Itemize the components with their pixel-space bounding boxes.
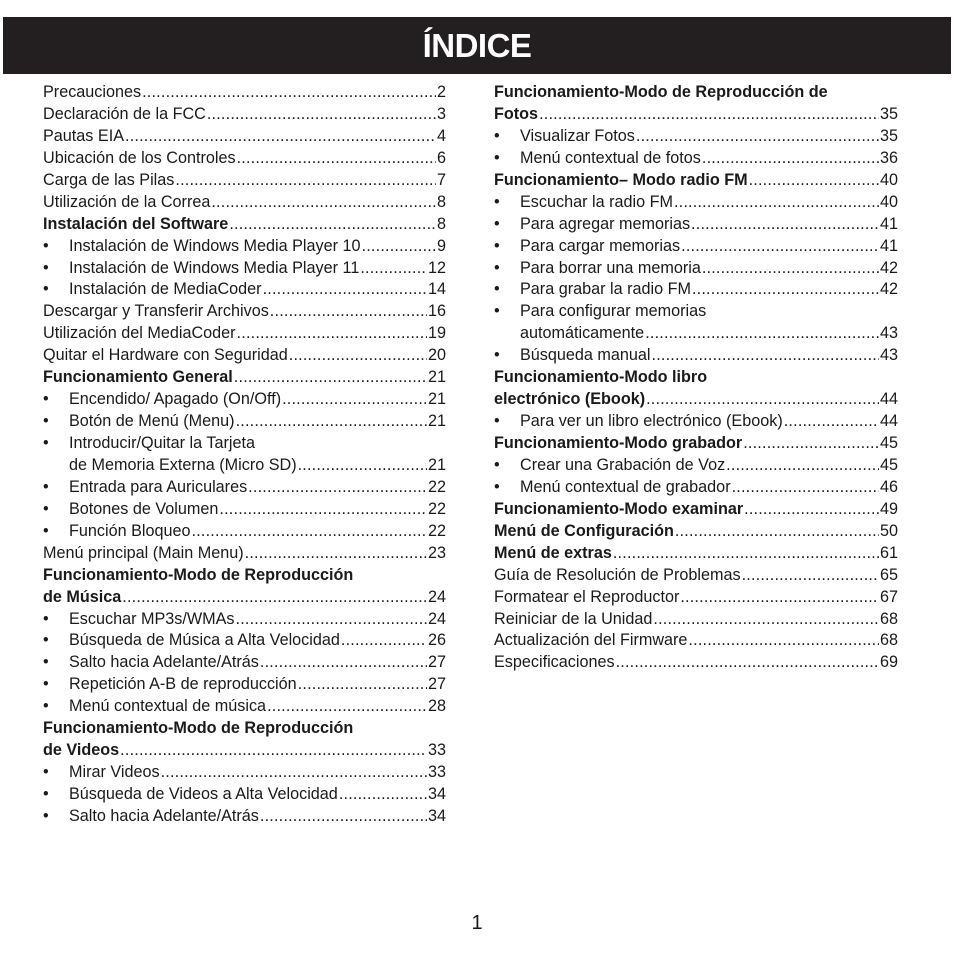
dot-leader [691, 214, 879, 236]
title-bar [3, 17, 951, 74]
bullet-icon: • [494, 477, 500, 496]
toc-entry-label: Búsqueda manual [520, 346, 651, 365]
toc-entry-label: Mirar Videos [69, 763, 160, 782]
toc-entry-page: 68 [879, 609, 898, 628]
bullet-icon: • [494, 346, 500, 365]
toc-entry [494, 499, 898, 521]
bullet-icon: • [494, 412, 500, 431]
page-number: 1 [471, 912, 483, 934]
toc-entry [43, 521, 446, 543]
dot-leader [646, 389, 879, 411]
toc-entry [494, 609, 898, 631]
toc-entry-page: 6 [436, 148, 446, 167]
toc-entry-page: 27 [427, 653, 446, 672]
bullet-icon: • [494, 302, 500, 321]
toc-entry-page: 27 [427, 675, 446, 694]
toc-entry [494, 455, 898, 477]
toc-entry [43, 477, 446, 499]
toc-entry [494, 148, 898, 170]
toc-entry-label: Funcionamiento-Modo libro [494, 368, 708, 387]
dot-leader [270, 301, 427, 323]
dot-leader [749, 170, 879, 192]
toc-entry-label: Pautas EIA [43, 126, 124, 145]
dot-leader [688, 630, 879, 652]
toc-entry-label: Ubicación de los Controles [43, 148, 236, 167]
toc-entry-label: Búsqueda de Videos a Alta Velocidad [69, 785, 338, 803]
dot-leader [248, 477, 427, 499]
toc-entry [43, 236, 446, 258]
toc-entry-label: Introducir/Quitar la Tarjeta [69, 434, 255, 452]
dot-leader [613, 543, 879, 565]
toc-entry-page: 26 [427, 631, 446, 650]
toc-entry-page: 50 [879, 521, 898, 540]
toc-entry-page: 36 [879, 148, 898, 167]
toc-entry [43, 806, 446, 828]
toc-entry-label: Menú contextual de fotos [520, 148, 701, 167]
toc-entry-label: electrónico (Ebook) [494, 390, 646, 409]
toc-entry [43, 389, 446, 411]
toc-entry-page: 14 [427, 280, 446, 299]
toc-entry [494, 521, 898, 543]
toc-entry [43, 104, 446, 126]
toc-entry-label: Menú contextual de música [69, 697, 267, 716]
toc-entry-label: Formatear el Reproductor [494, 587, 680, 606]
bullet-icon: • [43, 697, 49, 716]
bullet-icon: • [43, 785, 49, 803]
toc-entry-label: Menú contextual de grabador [520, 477, 731, 496]
toc-entry-label: Para agregar memorias [520, 214, 691, 233]
dot-leader [702, 148, 879, 170]
toc-entry-page: 19 [427, 324, 446, 343]
toc-entry-label: Función Bloqueo [69, 521, 191, 540]
toc-entry-page: 68 [879, 631, 898, 650]
toc-entry-page: 16 [427, 302, 446, 321]
toc-entry [43, 630, 446, 652]
dot-leader [219, 499, 427, 521]
toc-entry-label: Escuchar MP3s/WMAs [69, 609, 235, 628]
dot-leader [298, 674, 427, 696]
toc-entry [43, 126, 446, 148]
dot-leader [260, 652, 427, 674]
toc-entry-label: Salto hacia Adelante/Atrás [69, 653, 259, 672]
toc-entry-page: 21 [427, 455, 446, 474]
toc-entry-label: Menú principal (Main Menu) [43, 543, 244, 562]
toc-left-column [43, 82, 446, 828]
toc-entry-page: 43 [879, 346, 898, 365]
toc-entry [494, 279, 898, 301]
toc-entry [43, 587, 446, 609]
toc-entry-page: 7 [436, 170, 446, 189]
dot-leader [726, 455, 879, 477]
toc-entry-label: Declaración de la FCC [43, 104, 206, 123]
toc-entry [43, 652, 446, 674]
toc-entry [43, 696, 446, 718]
toc-entry-label: Funcionamiento– Modo radio FM [494, 170, 748, 189]
dot-leader [207, 104, 436, 126]
toc-entry-label: Funcionamiento-Modo de Reproducción [43, 565, 354, 584]
dot-leader [675, 521, 879, 543]
toc-entry [43, 718, 446, 740]
bullet-icon: • [43, 499, 49, 518]
toc-entry-page: 21 [427, 390, 446, 409]
toc-entry-label: Búsqueda de Música a Alta Velocidad [69, 631, 340, 650]
dot-leader [125, 126, 436, 148]
toc-entry-label: Botón de Menú (Menu) [69, 412, 235, 431]
bullet-icon: • [43, 806, 49, 825]
toc-entry-label: Escuchar la radio FM [520, 192, 673, 211]
toc-entry-page: 9 [436, 236, 446, 255]
dot-leader [653, 609, 879, 631]
bullet-icon: • [494, 126, 500, 145]
toc-entry [43, 367, 446, 389]
dot-leader [680, 587, 879, 609]
toc-entry-label: Salto hacia Adelante/Atrás [69, 806, 259, 825]
toc-entry-page: 22 [427, 521, 446, 540]
toc-entry-page: 21 [427, 368, 446, 387]
dot-leader [192, 521, 427, 543]
bullet-icon: • [43, 258, 49, 277]
toc-entry-label: Fotos [494, 104, 539, 123]
bullet-icon: • [494, 455, 500, 474]
toc-entry-page: 2 [436, 83, 446, 101]
dot-leader [298, 455, 427, 477]
dot-leader [339, 784, 427, 806]
bullet-icon: • [494, 148, 500, 167]
toc-entry-page: 33 [427, 741, 446, 760]
toc-entry [494, 214, 898, 236]
toc-entry-page: 40 [879, 192, 898, 211]
toc-entry-label: Para borrar una memoria [520, 258, 701, 277]
bullet-icon: • [43, 653, 49, 672]
toc-entry-label: de Memoria Externa (Micro SD) [69, 455, 297, 474]
bullet-icon: • [43, 412, 49, 431]
bullet-icon: • [494, 280, 500, 299]
toc-entry-label: Para configurar memorias [520, 302, 707, 321]
toc-entry-page: 67 [879, 587, 898, 606]
toc-entry [43, 433, 446, 455]
toc-entry-label: Precauciones [43, 83, 142, 101]
toc-entry-page: 41 [879, 236, 898, 255]
toc-entry-label: Funcionamiento General [43, 368, 233, 387]
toc-entry-label: Crear una Grabación de Voz [520, 455, 726, 474]
bullet-icon: • [43, 280, 49, 299]
dot-leader [236, 609, 427, 631]
bullet-icon: • [494, 192, 500, 211]
toc-entry [494, 367, 898, 389]
dot-leader [744, 499, 879, 521]
toc-entry [494, 236, 898, 258]
toc-entry-page: 42 [879, 280, 898, 299]
toc-entry-page: 41 [879, 214, 898, 233]
toc-entry [43, 82, 446, 104]
toc-entry [43, 170, 446, 192]
toc-entry-page: 12 [427, 258, 446, 277]
bullet-icon: • [494, 236, 500, 255]
toc-right-column [494, 82, 898, 674]
toc-entry-label: automáticamente [520, 324, 645, 343]
toc-entry-page: 65 [879, 565, 898, 584]
toc-entry-page: 21 [427, 412, 446, 431]
toc-entry-label: Quitar el Hardware con Seguridad [43, 346, 288, 365]
toc-entry [494, 587, 898, 609]
toc-entry-label: de Videos [43, 741, 120, 760]
toc-entry-label: Menú de Configuración [494, 521, 674, 540]
toc-entry-page: 24 [427, 587, 446, 606]
toc-entry-label: Especificaciones [494, 653, 615, 672]
dot-leader [289, 345, 427, 367]
dot-leader [702, 258, 879, 280]
dot-leader [122, 587, 427, 609]
toc-entry-label: Instalación de MediaCoder [69, 280, 262, 299]
toc-entry-page: 4 [436, 126, 446, 145]
toc-entry-page: 20 [427, 346, 446, 365]
toc-entry [494, 411, 898, 433]
toc-entry-label: Utilización de la Correa [43, 192, 211, 211]
dot-leader [616, 652, 879, 674]
toc-entry-page: 28 [427, 697, 446, 716]
dot-leader [234, 367, 427, 389]
toc-entry-label: de Música [43, 587, 122, 606]
toc-entry-label: Descargar y Transferir Archivos [43, 302, 269, 321]
toc-entry [43, 345, 446, 367]
bullet-icon: • [43, 236, 49, 255]
toc-entry [43, 455, 446, 477]
toc-entry-page: 33 [427, 763, 446, 782]
toc-entry-page: 23 [427, 543, 446, 562]
bullet-icon: • [494, 258, 500, 277]
toc-entry-page: 8 [436, 192, 446, 211]
toc-entry [43, 148, 446, 170]
toc-entry [494, 104, 898, 126]
toc-entry-page: 69 [879, 653, 898, 672]
toc-entry-page: 61 [879, 543, 898, 562]
toc-entry [43, 784, 446, 806]
toc-entry [43, 279, 446, 301]
toc-entry [43, 499, 446, 521]
toc-entry-label: Instalación de Windows Media Player 10 [69, 236, 361, 255]
toc-entry [43, 301, 446, 323]
dot-leader [161, 762, 427, 784]
toc-entry-label: Encendido/ Apagado (On/Off) [69, 390, 282, 409]
toc-entry [494, 565, 898, 587]
dot-leader [742, 565, 879, 587]
toc-entry [494, 126, 898, 148]
toc-entry [494, 345, 898, 367]
toc-entry [494, 630, 898, 652]
dot-leader [636, 126, 879, 148]
dot-leader [539, 104, 879, 126]
toc-entry [43, 411, 446, 433]
toc-entry [43, 740, 446, 762]
dot-leader [645, 323, 879, 345]
dot-leader [784, 411, 879, 433]
toc-entry-label: Para ver un libro electrónico (Ebook) [520, 412, 783, 431]
bullet-icon: • [43, 521, 49, 540]
dot-leader [732, 477, 879, 499]
toc-entry-label: Menú de extras [494, 543, 612, 562]
toc-entry-label: Instalación del Software [43, 214, 229, 233]
toc-entry-label: Funcionamiento-Modo de Reproducción de [494, 83, 828, 101]
dot-leader [267, 696, 427, 718]
dot-leader [175, 170, 436, 192]
toc-entry-label: Funcionamiento-Modo examinar [494, 499, 744, 518]
toc-entry-label: Funcionamiento-Modo grabador [494, 434, 743, 452]
toc-entry-page: 3 [436, 104, 446, 123]
dot-leader [245, 543, 427, 565]
dot-leader [674, 192, 879, 214]
toc-entry [494, 170, 898, 192]
bullet-icon: • [43, 434, 49, 452]
toc-entry [494, 543, 898, 565]
toc-entry [494, 389, 898, 411]
toc-entry-label: Entrada para Auriculares [69, 477, 248, 496]
dot-leader [360, 258, 427, 280]
toc-entry-page: 22 [427, 499, 446, 518]
toc-entry-label: Botones de Volumen [69, 499, 219, 518]
toc-entry-label: Para cargar memorias [520, 236, 681, 255]
toc-entry-label: Funcionamiento-Modo de Reproducción [43, 719, 354, 738]
toc-entry-page: 46 [879, 477, 898, 496]
dot-leader [237, 148, 436, 170]
dot-leader [142, 82, 436, 104]
toc-entry-label: Reiniciar de la Unidad [494, 609, 653, 628]
toc-entry-page: 42 [879, 258, 898, 277]
dot-leader [652, 345, 879, 367]
page-title: ÍNDICE [422, 26, 532, 64]
dot-leader [263, 279, 427, 301]
bullet-icon: • [43, 609, 49, 628]
bullet-icon: • [494, 214, 500, 233]
toc-entry-label: Utilización del MediaCoder [43, 324, 236, 343]
bullet-icon: • [43, 763, 49, 782]
toc-entry [43, 192, 446, 214]
bullet-icon: • [43, 477, 49, 496]
dot-leader [362, 236, 436, 258]
toc-entry-label: Instalación de Windows Media Player 11 [69, 258, 360, 277]
toc-entry-label: Actualización del Firmware [494, 631, 688, 650]
dot-leader [237, 323, 427, 345]
toc-entry-page: 24 [427, 609, 446, 628]
dot-leader [236, 411, 427, 433]
toc-entry-page: 49 [879, 499, 898, 518]
toc-entry-page: 43 [879, 324, 898, 343]
toc-entry-page: 8 [436, 214, 446, 233]
toc-entry [43, 565, 446, 587]
toc-entry [43, 214, 446, 236]
toc-entry-label: Repetición A-B de reproducción [69, 675, 297, 694]
toc-entry [494, 477, 898, 499]
toc-entry-page: 44 [879, 412, 898, 431]
toc-entry [43, 609, 446, 631]
toc-entry-page: 35 [879, 104, 898, 123]
toc-entry-page: 44 [879, 390, 898, 409]
toc-entry-label: Guía de Resolución de Problemas [494, 565, 741, 584]
dot-leader [681, 236, 879, 258]
toc-entry-page: 22 [427, 477, 446, 496]
toc-entry-page: 34 [427, 785, 446, 803]
toc-entry-page: 45 [879, 455, 898, 474]
dot-leader [120, 740, 427, 762]
dot-leader [692, 279, 879, 301]
toc-entry [43, 674, 446, 696]
toc-entry-page: 34 [427, 806, 446, 825]
toc-entry [43, 543, 446, 565]
toc-entry [494, 433, 898, 455]
toc-entry [494, 192, 898, 214]
dot-leader [341, 630, 427, 652]
toc-entry-page: 45 [879, 434, 898, 452]
dot-leader [282, 389, 427, 411]
toc-entry-label: Visualizar Fotos [520, 126, 635, 145]
toc-entry-page: 40 [879, 170, 898, 189]
dot-leader [211, 192, 436, 214]
toc-entry [43, 323, 446, 345]
toc-entry [494, 652, 898, 674]
dot-leader [743, 433, 879, 455]
bullet-icon: • [43, 675, 49, 694]
toc-entry [43, 258, 446, 280]
toc-entry [43, 762, 446, 784]
toc-entry-label: Carga de las Pilas [43, 170, 175, 189]
dot-leader [260, 806, 427, 828]
toc-entry [494, 258, 898, 280]
toc-entry-label: Para grabar la radio FM [520, 280, 691, 299]
bullet-icon: • [43, 631, 49, 650]
toc-entry [494, 323, 898, 345]
bullet-icon: • [43, 390, 49, 409]
toc-entry-page: 35 [879, 126, 898, 145]
dot-leader [229, 214, 436, 236]
toc-entry [494, 301, 898, 323]
toc-entry [494, 82, 898, 104]
